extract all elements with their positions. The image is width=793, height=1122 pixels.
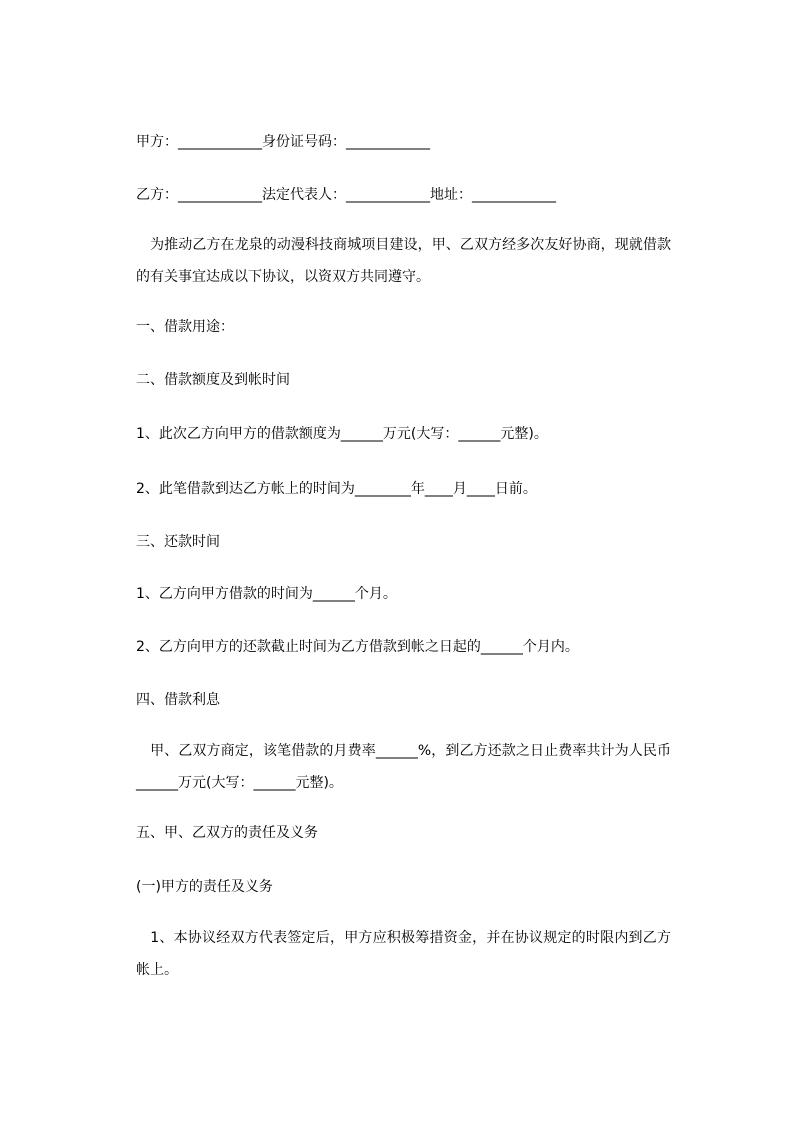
section-3-heading: 三、还款时间 xyxy=(136,534,220,550)
section-3-item-2: 2、乙方向甲方的还款截止时间为乙方借款到帐之日起的______个月内。 xyxy=(136,639,579,655)
section-2-item-2: 2、此笔借款到达乙方帐上的时间为________年____月____日前。 xyxy=(136,481,537,497)
section-2-heading: 二、借款额度及到帐时间 xyxy=(136,372,290,388)
section-4-heading: 四、借款利息 xyxy=(136,692,220,708)
intro-paragraph: 为推动乙方在龙泉的动漫科技商城项目建设，甲、乙双方经多次友好协商，现就借款的有关事宜达成以下协议，以资双方共同遵守。 xyxy=(136,237,671,285)
section-1-heading: 一、借款用途： xyxy=(136,319,234,335)
section-5-heading: 五、甲、乙双方的责任及义务 xyxy=(136,825,318,841)
party-b-line: 乙方：____________法定代表人：____________地址：____________ xyxy=(136,187,556,203)
section-5-item-1-paragraph: 1、本协议经双方代表签定后，甲方应积极筹措资金，并在协议规定的时限内到乙方帐上。 xyxy=(136,930,671,978)
section-5-subheading-1: (一)甲方的责任及义务 xyxy=(136,879,273,895)
section-3-item-1: 1、乙方向甲方借款的时间为______个月。 xyxy=(136,586,397,602)
party-a-line: 甲方：____________身份证号码：____________ xyxy=(136,134,430,150)
section-2-item-1: 1、此次乙方向甲方的借款额度为______万元(大写：______元整)。 xyxy=(136,426,548,442)
section-4-paragraph: 甲、乙双方商定，该笔借款的月费率______%，到乙方还款之日止费率共计为人民币______万元(大写：______元整)。 xyxy=(136,743,671,791)
